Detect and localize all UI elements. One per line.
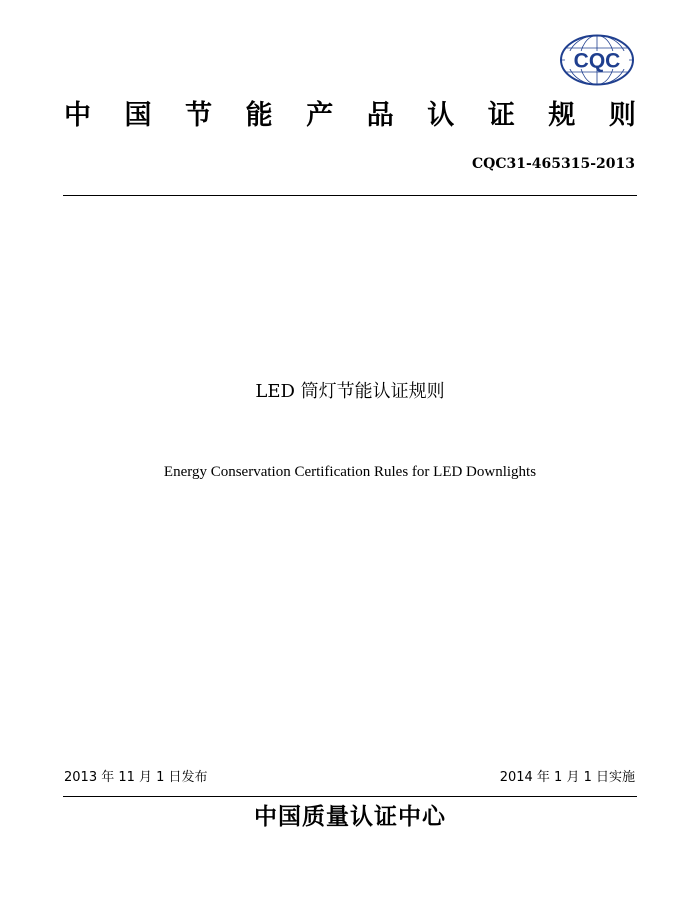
title-char: 认 [427, 100, 455, 131]
title-char: 证 [487, 100, 515, 131]
document-title-chinese: LED 筒灯节能认证规则 [255, 381, 445, 402]
title-char: 规 [548, 100, 576, 131]
title-char: 产 [306, 100, 334, 131]
issue-date: 2013 年 11 月 1 日发布 [64, 770, 208, 785]
title-char: 品 [366, 100, 394, 131]
title-char: 中 [64, 100, 91, 131]
issuing-organization: 中国质量认证中心 [254, 803, 446, 830]
title-char: 则 [608, 100, 636, 131]
top-divider [63, 195, 637, 196]
document-title-english: Energy Conservation Certification Rules for LED Downlights [163, 464, 537, 480]
title-char: 能 [245, 100, 273, 131]
effective-date: 2014 年 1 月 1 日实施 [499, 770, 635, 785]
bottom-divider [63, 796, 637, 797]
cqc-logo [559, 34, 635, 86]
title-char: 国 [124, 100, 152, 131]
title-char: 节 [185, 100, 213, 131]
rule-category-title [64, 96, 636, 136]
svg-text:CQC: CQC [573, 49, 621, 73]
document-code: CQC31-465315-2013 [472, 156, 635, 172]
